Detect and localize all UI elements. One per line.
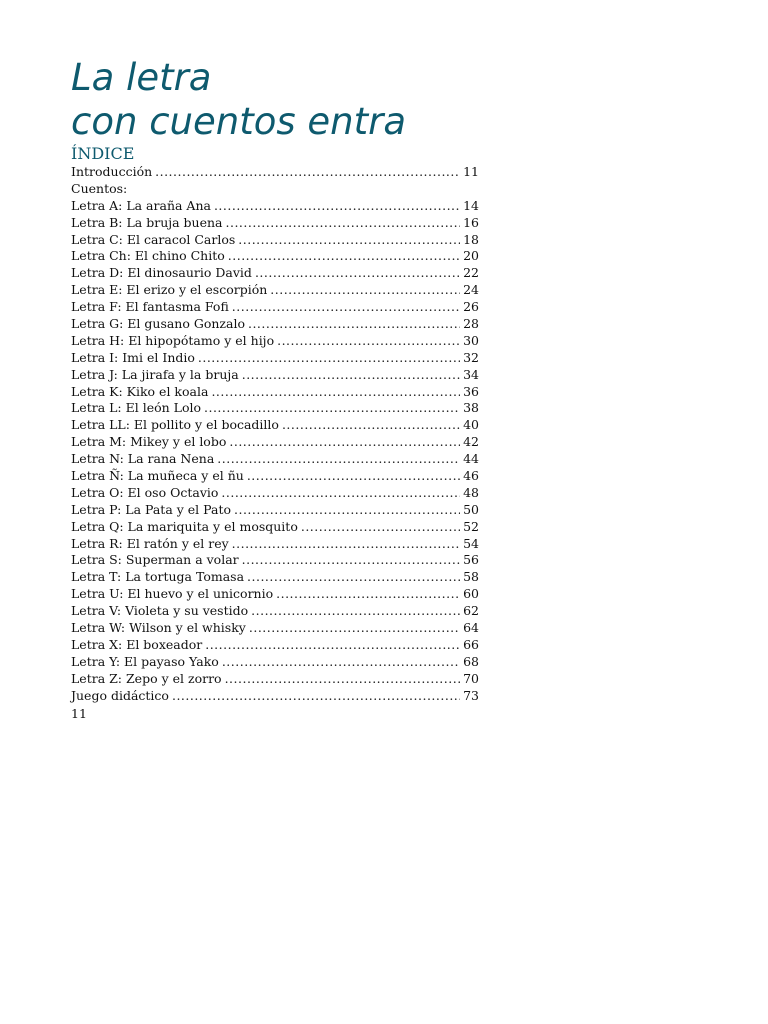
toc-entry-page: 11 bbox=[463, 164, 479, 179]
toc-entry-title: Cuentos: bbox=[71, 180, 128, 196]
toc-entry bbox=[71, 654, 479, 671]
toc-entry-title: Letra W: Wilson y el whisky bbox=[71, 620, 246, 636]
toc-entry bbox=[71, 282, 479, 299]
toc-entry bbox=[71, 299, 479, 316]
toc-entry-page: 16 bbox=[463, 214, 479, 230]
toc-entry-page: 22 bbox=[463, 265, 479, 281]
toc-entry-title: Letra D: El dinosaurio David bbox=[71, 265, 252, 281]
toc-entry bbox=[71, 468, 479, 485]
toc-dot-leader bbox=[217, 451, 460, 468]
book-title-line-1: La letra bbox=[71, 56, 212, 99]
toc-entry-title: Letra Ch: El chino Chito bbox=[71, 248, 225, 264]
toc-entry-title: Letra O: El oso Octavio bbox=[71, 484, 219, 500]
toc-entry bbox=[71, 451, 479, 468]
toc-entry-page: 73 bbox=[463, 687, 479, 703]
toc-entry-page: 38 bbox=[463, 400, 479, 416]
toc-entry-page: 60 bbox=[463, 586, 479, 602]
toc-dot-leader bbox=[234, 502, 460, 519]
toc-entry-title: Letra U: El huevo y el unicornio bbox=[71, 586, 274, 602]
toc-entry-title: Letra N: La rana Nena bbox=[71, 451, 215, 467]
toc-entry-page: 14 bbox=[463, 197, 479, 213]
toc-entry bbox=[71, 164, 479, 181]
toc-dot-leader bbox=[232, 536, 460, 553]
toc-dot-leader bbox=[270, 282, 460, 299]
toc-entry bbox=[71, 671, 479, 688]
toc-entry bbox=[71, 536, 479, 553]
toc-entry bbox=[71, 232, 479, 249]
toc-entry bbox=[71, 620, 479, 637]
toc-dot-leader bbox=[155, 164, 460, 181]
toc-dot-leader bbox=[225, 671, 461, 688]
toc-entry bbox=[71, 688, 479, 705]
toc-entry-page: 68 bbox=[463, 653, 479, 669]
toc-entry-title: Letra J: La jirafa y la bruja bbox=[71, 366, 239, 382]
toc-entry bbox=[71, 502, 479, 519]
toc-entry-title: Letra H: El hipopótamo y el hijo bbox=[71, 332, 275, 348]
toc-entry-page: 34 bbox=[463, 366, 479, 382]
toc-entry bbox=[71, 198, 479, 215]
toc-entry-page: 66 bbox=[463, 636, 479, 652]
toc-entry-title: Letra F: El fantasma Fofi bbox=[71, 299, 229, 315]
toc-dot-leader bbox=[205, 637, 460, 654]
toc-dot-leader bbox=[221, 485, 460, 502]
toc-entry-title: Letra R: El ratón y el rey bbox=[71, 535, 229, 551]
toc-dot-leader bbox=[277, 333, 460, 350]
toc-entry bbox=[71, 333, 479, 350]
toc-dot-leader bbox=[238, 232, 460, 249]
toc-entry-title: Letra Ñ: La muñeca y el ñu bbox=[71, 468, 244, 484]
toc-dot-leader bbox=[248, 316, 460, 333]
toc-entry-page: 40 bbox=[463, 417, 479, 433]
toc-dot-leader bbox=[301, 519, 460, 536]
toc-entry-title: Letra E: El erizo y el escorpión bbox=[71, 282, 268, 298]
toc-entry-title: Letra Z: Zepo y el zorro bbox=[71, 670, 222, 686]
toc-entry-title: Letra P: La Pata y el Pato bbox=[71, 501, 232, 517]
toc-entry-title: Letra Y: El payaso Yako bbox=[71, 653, 219, 669]
toc-entry-page: 30 bbox=[463, 332, 479, 348]
toc-section-heading bbox=[71, 181, 479, 198]
toc-dot-leader bbox=[211, 384, 460, 401]
toc-entry bbox=[71, 519, 479, 536]
toc-dot-leader bbox=[249, 620, 460, 637]
toc-dot-leader bbox=[222, 654, 460, 671]
toc-entry bbox=[71, 603, 479, 620]
toc-entry bbox=[71, 552, 479, 569]
toc-entry-title: Letra Q: La mariquita y el mosquito bbox=[71, 518, 298, 534]
toc-entry-title: Letra L: El león Lolo bbox=[71, 400, 201, 416]
toc-entry-page: 24 bbox=[463, 282, 479, 298]
toc-entry bbox=[71, 316, 479, 333]
toc-entry-page: 32 bbox=[463, 349, 479, 365]
toc-entry-page: 46 bbox=[463, 468, 479, 484]
toc-entry bbox=[71, 400, 479, 417]
toc-entry-page: 70 bbox=[463, 670, 479, 686]
toc-entry bbox=[71, 417, 479, 434]
toc-entry bbox=[71, 384, 479, 401]
toc-dot-leader bbox=[282, 417, 460, 434]
toc-dot-leader bbox=[242, 552, 460, 569]
toc-entry-title: Introducción bbox=[71, 164, 153, 179]
toc-entry-page: 18 bbox=[463, 231, 479, 247]
toc-entry bbox=[71, 586, 479, 603]
toc-entry-page: 56 bbox=[463, 552, 479, 568]
toc-entry-title: Juego didáctico bbox=[71, 687, 169, 703]
toc-dot-leader bbox=[242, 367, 460, 384]
toc-entry bbox=[71, 434, 479, 451]
toc-entry-page: 28 bbox=[463, 316, 479, 332]
toc-entry bbox=[71, 350, 479, 367]
toc-entry-page: 62 bbox=[463, 603, 479, 619]
toc-dot-leader bbox=[247, 468, 460, 485]
toc-entry-page: 64 bbox=[463, 620, 479, 636]
toc-entry-title: Letra V: Violeta y su vestido bbox=[71, 603, 249, 619]
toc-entry-page: 20 bbox=[463, 248, 479, 264]
book-title-line-2: con cuentos entra bbox=[71, 100, 406, 143]
toc-entry-title: Letra X: El boxeador bbox=[71, 636, 203, 652]
toc-entry bbox=[71, 485, 479, 502]
toc-dot-leader bbox=[232, 299, 460, 316]
toc-entry-page: 50 bbox=[463, 501, 479, 517]
toc-entry-title: Letra I: Imi el Indio bbox=[71, 349, 195, 365]
toc-entry bbox=[71, 637, 479, 654]
toc-dot-leader bbox=[228, 248, 460, 265]
toc-entry bbox=[71, 248, 479, 265]
table-of-contents bbox=[71, 164, 479, 705]
toc-entry-title: Letra M: Mikey y el lobo bbox=[71, 434, 227, 450]
toc-entry-title: Letra G: El gusano Gonzalo bbox=[71, 316, 245, 332]
toc-dot-leader bbox=[198, 350, 460, 367]
toc-entry-title: Letra K: Kiko el koala bbox=[71, 383, 209, 399]
toc-entry-page: 54 bbox=[463, 535, 479, 551]
toc-entry-page: 36 bbox=[463, 383, 479, 399]
toc-entry-page: 58 bbox=[463, 569, 479, 585]
toc-entry-title: Letra B: La bruja buena bbox=[71, 214, 223, 230]
toc-dot-leader bbox=[229, 434, 460, 451]
toc-entry-title: Letra A: La araña Ana bbox=[71, 197, 211, 213]
toc-entry-page: 52 bbox=[463, 518, 479, 534]
toc-entry-page: 44 bbox=[463, 451, 479, 467]
toc-entry-page: 26 bbox=[463, 299, 479, 315]
toc-entry bbox=[71, 569, 479, 586]
toc-entry-page: 42 bbox=[463, 434, 479, 450]
toc-dot-leader bbox=[214, 198, 460, 215]
toc-dot-leader bbox=[172, 688, 460, 705]
index-heading: ÍNDICE bbox=[71, 144, 135, 163]
toc-entry bbox=[71, 215, 479, 232]
toc-dot-leader bbox=[255, 265, 460, 282]
toc-dot-leader bbox=[276, 586, 460, 603]
toc-entry bbox=[71, 265, 479, 282]
toc-dot-leader bbox=[226, 215, 461, 232]
toc-entry-title: Letra S: Superman a volar bbox=[71, 552, 239, 568]
page-number: 11 bbox=[71, 706, 87, 721]
toc-dot-leader bbox=[251, 603, 460, 620]
toc-entry-title: Letra T: La tortuga Tomasa bbox=[71, 569, 245, 585]
toc-entry-title: Letra LL: El pollito y el bocadillo bbox=[71, 417, 279, 433]
toc-entry bbox=[71, 367, 479, 384]
toc-dot-leader bbox=[247, 569, 460, 586]
toc-dot-leader bbox=[204, 400, 460, 417]
toc-entry-page: 48 bbox=[463, 484, 479, 500]
toc-entry-title: Letra C: El caracol Carlos bbox=[71, 231, 236, 247]
